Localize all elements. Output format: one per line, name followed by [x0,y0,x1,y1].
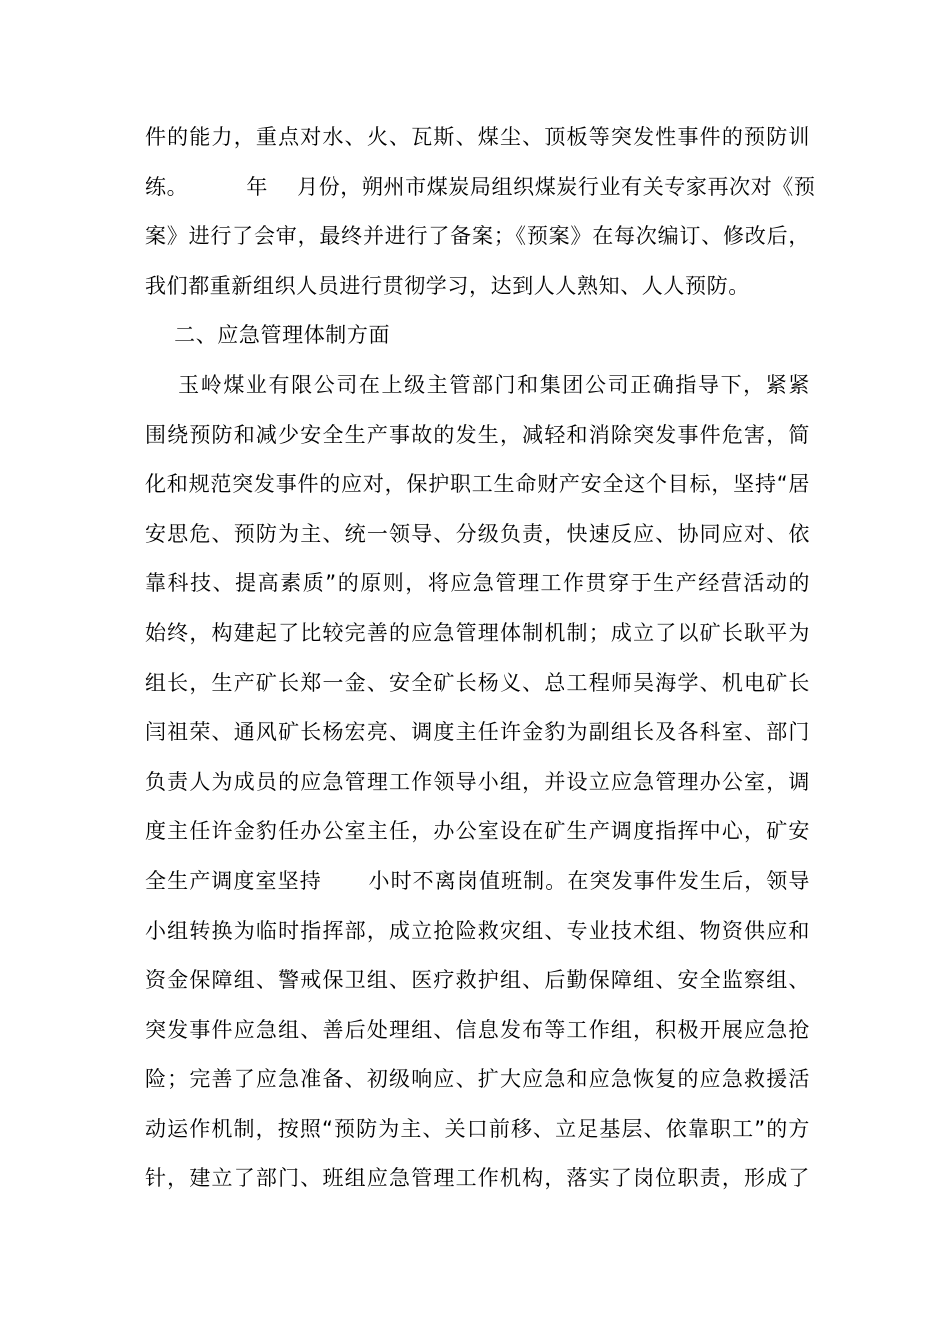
text-line: 闫祖荣、通风矿长杨宏亮、调度主任许金豹为副组长及各科室、部门 [145,720,810,745]
text-line: 动运作机制，按照“预防为主、关口前移、立足基层、依靠职工”的方 [145,1116,810,1141]
body-text [145,113,816,1204]
text-line: 我们都重新组织人员进行贯彻学习，达到人人熟知、人人预防。 [145,273,750,298]
text-line: 二、应急管理体制方面 [145,323,391,348]
text-line: 练。 年 月份，朔州市煤炭局组织煤炭行业有关专家再次对《预 [145,174,816,199]
text-line: 险；完善了应急准备、初级响应、扩大应急和应急恢复的应急救援活 [145,1067,810,1092]
text-line: 靠科技、提高素质”的原则，将应急管理工作贯穿于生产经营活动的 [145,571,810,596]
text-line: 案》进行了会审，最终并进行了备案；《预案》在每次编订、修改后， [145,224,810,249]
text-line: 全生产调度室坚持 小时不离岗值班制。在突发事件发生后，领导 [145,868,810,893]
text-line: 件的能力，重点对水、火、瓦斯、煤尘、顶板等突发性事件的预防训 [145,125,810,149]
text-line: 小组转换为临时指挥部，成立抢险救灾组、专业技术组、物资供应和 [145,918,810,943]
text-line: 组长，生产矿长郑一金、安全矿长杨义、总工程师吴海学、机电矿长 [145,670,810,695]
text-line: 资金保障组、警戒保卫组、医疗救护组、后勤保障组、安全监察组、 [145,968,810,993]
text-line: 化和规范突发事件的应对，保护职工生命财产安全这个目标，坚持“居 [145,472,810,497]
text-line: 度主任许金豹任办公室主任，办公室设在矿生产调度指挥中心，矿安 [145,819,810,844]
text-line: 针，建立了部门、班组应急管理工作机构，落实了岗位职责，形成了 [145,1166,810,1191]
text-line: 突发事件应急组、善后处理组、信息发布等工作组，积极开展应急抢 [145,1017,810,1042]
text-line: 玉岭煤业有限公司在上级主管部门和集团公司正确指导下，紧紧 [145,372,810,397]
text-line: 安思危、预防为主、统一领导、分级负责，快速反应、协同应对、依 [145,521,810,546]
text-line: 负责人为成员的应急管理工作领导小组，并设立应急管理办公室，调 [145,769,810,794]
text-line: 始终，构建起了比较完善的应急管理体制机制；成立了以矿长耿平为 [145,620,810,645]
text-line: 围绕预防和减少安全生产事故的发生，减轻和消除突发事件危害，简 [145,422,810,447]
